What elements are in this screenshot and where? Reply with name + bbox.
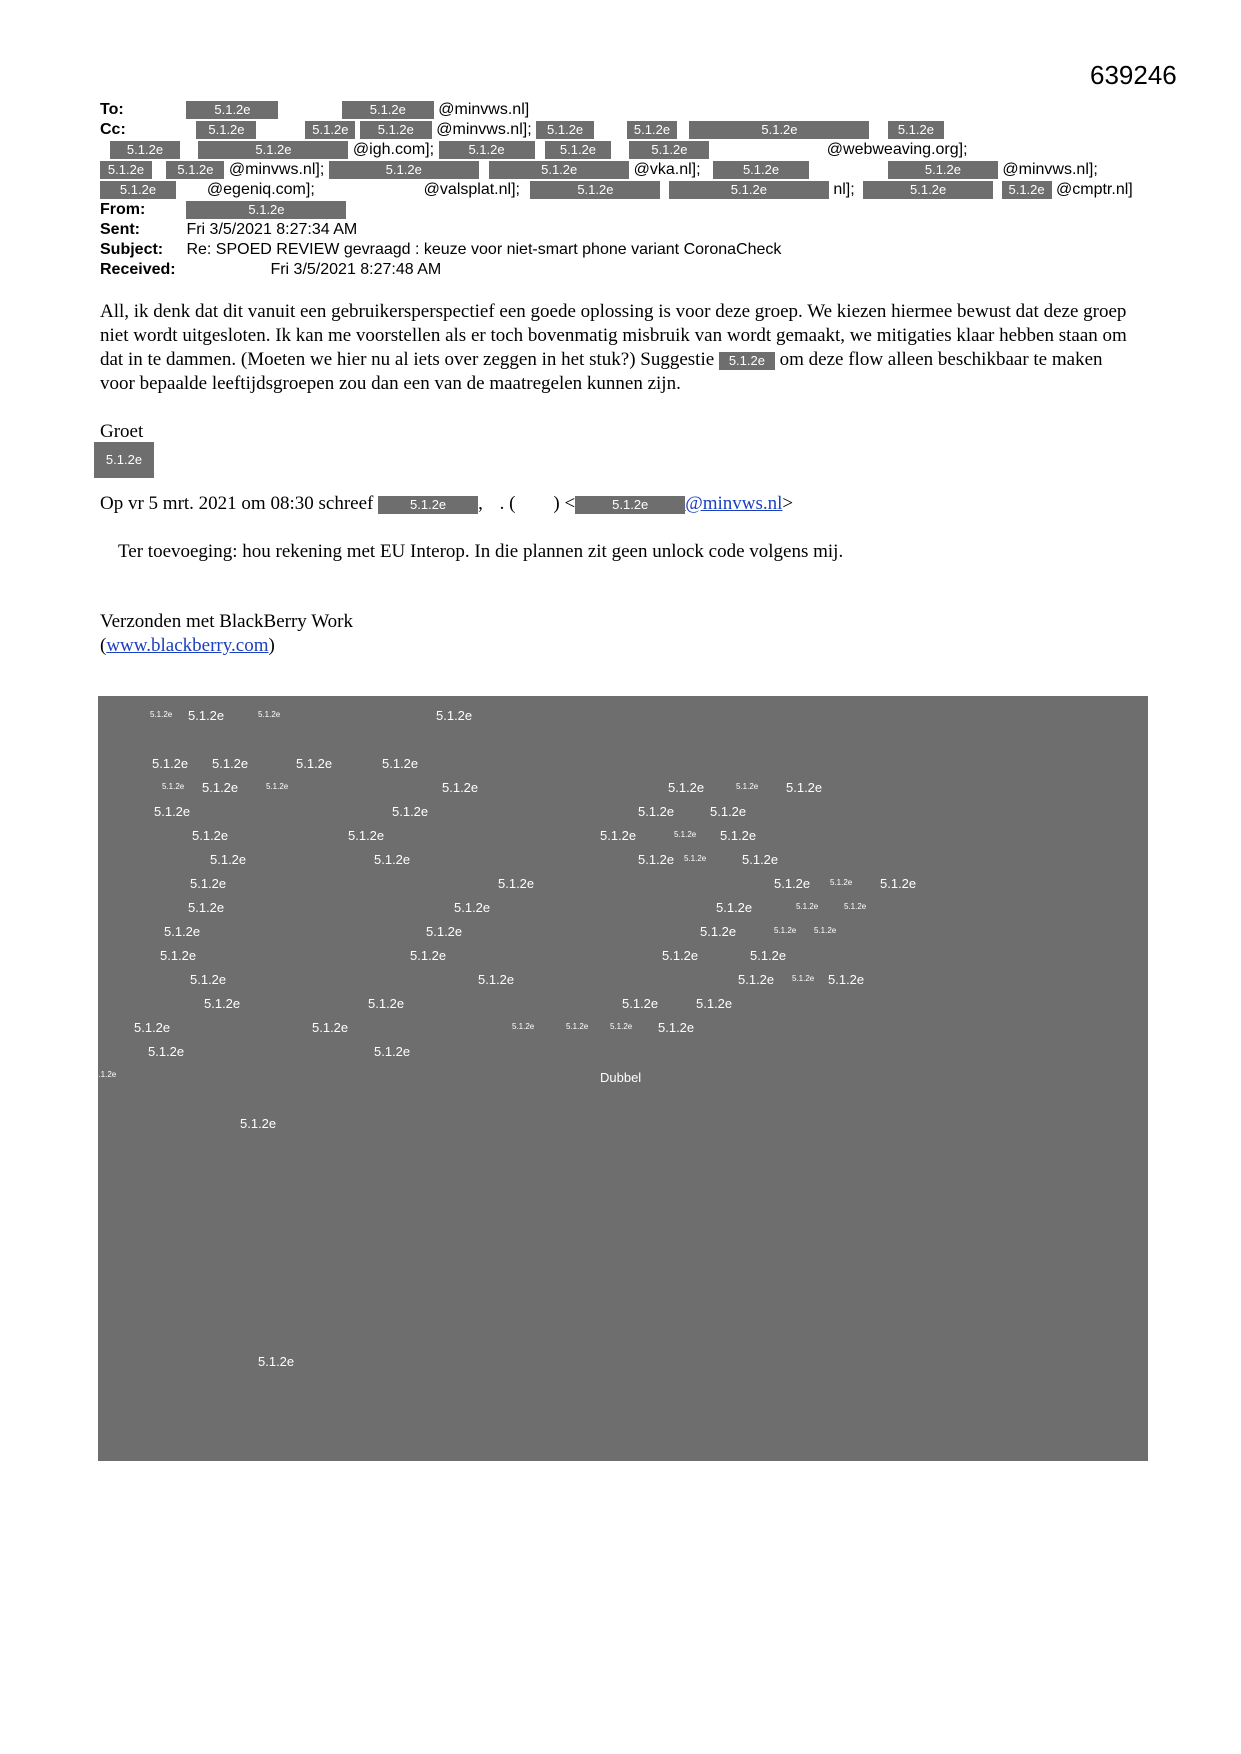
quote-header: Op vr 5 mrt. 2021 om 08:30 schreef 5.1.2e , . ( ) < 5.1.2e @minvws.nl>	[100, 493, 794, 514]
redaction-label: 5.1.2e	[658, 1020, 695, 1035]
redaction: 5.1.2e	[186, 101, 278, 119]
redaction-label: 5.1.2e	[202, 780, 239, 795]
redaction: 5.1.2e	[100, 161, 152, 179]
blackberry-link[interactable]: www.blackberry.com	[106, 635, 269, 656]
from-label: From:	[100, 201, 146, 218]
cc-domain-minvws-3: @minvws.nl];	[1002, 161, 1098, 178]
received-row	[100, 260, 441, 280]
redaction-label: 5.1.2e	[152, 756, 189, 771]
redaction-small: 5.1.2e	[512, 1022, 535, 1031]
redaction-label: 5.1.2e	[786, 780, 823, 795]
redaction: 5.1.2e	[166, 161, 224, 179]
quote-gt: >	[782, 493, 794, 514]
redaction-label: 5.1.2e	[312, 1020, 349, 1035]
redaction: 5.1.2e	[378, 496, 478, 514]
redaction-small: 5.1.2e	[792, 974, 815, 983]
dubbel-label: Dubbel	[600, 1070, 642, 1085]
cc-domain-cmptr: @cmptr.nl]	[1056, 181, 1133, 198]
redaction-label: 5.1.2e	[240, 1116, 277, 1131]
redaction: 5.1.2e	[198, 141, 348, 159]
redaction: 5.1.2e	[439, 141, 535, 159]
redaction-label: 5.1.2e	[638, 852, 675, 867]
redaction-small: 5.1.2e	[566, 1022, 589, 1031]
quoted-text: Ter toevoeging: hou rekening met EU Interop. In die plannen zit geen unlock code volgens mij.	[118, 541, 844, 562]
signature-redaction: 5.1.2e	[94, 442, 154, 478]
redaction-label: 5.1.2e	[134, 1020, 171, 1035]
redaction-label: 5.1.2e	[716, 900, 753, 915]
redaction-label: 5.1.2e	[296, 756, 333, 771]
redaction: 5.1.2e	[360, 121, 432, 139]
redaction-label: 5.1.2e	[750, 948, 787, 963]
redaction-label: 5.1.2e	[454, 900, 491, 915]
quote-lt: <	[564, 493, 576, 514]
redaction-label: 5.1.2e	[436, 708, 473, 723]
paragraph-text-1: All, ik denk dat dit vanuit een gebruikersperspectief een goede oplossing is voor deze groep. We kiezen hiermee bewust dat deze groep niet wordt uitgesloten. Ik kan me voorstellen als er toch bovenmatig misbruik van wordt gemaakt, we mitigaties klaar hebben staan om dat in te dammen. (Moeten we hier nu al iets over zeggen in het stuk?) Suggestie	[100, 301, 1127, 370]
cc-domain-webweaving: @webweaving.org];	[826, 141, 968, 158]
redaction-small: 5.1.2e	[150, 710, 173, 719]
cc-domain-nl: nl];	[833, 181, 855, 198]
redaction-label: 5.1.2e	[742, 852, 779, 867]
cc-row-4	[100, 180, 1133, 200]
redaction-label: 5.1.2e	[190, 876, 227, 891]
redaction-small: 5.1.2e	[830, 878, 853, 887]
redaction-label: 5.1.2e	[738, 972, 775, 987]
redaction-small: 5.1.2e	[814, 926, 837, 935]
sent-value: Fri 3/5/2021 8:27:34 AM	[186, 221, 358, 238]
redaction-label: 5.1.2e	[348, 828, 385, 843]
redaction-label: 5.1.2e	[154, 804, 191, 819]
redaction-small: 5.1.2e	[258, 710, 281, 719]
redaction-label: 5.1.2e	[668, 780, 705, 795]
from-row	[100, 200, 346, 220]
redaction: 5.1.2e	[689, 121, 869, 139]
redaction-label: 5.1.2e	[210, 852, 247, 867]
redaction-label: 5.1.2e	[662, 948, 699, 963]
redaction-label: 5.1.2e	[638, 804, 675, 819]
redaction-label: 5.1.2e	[710, 804, 747, 819]
redaction-label: 5.1.2e	[368, 996, 405, 1011]
cc-domain-igh: @igh.com];	[352, 141, 435, 158]
redaction-label: 5.1.2e	[392, 804, 429, 819]
redaction-label: 5.1.2e	[188, 708, 225, 723]
to-label: To:	[100, 101, 124, 118]
redaction-label: 5.1.2e	[188, 900, 225, 915]
to-domain: @minvws.nl]	[438, 101, 530, 118]
cc-domain-valsplat: @valsplat.nl];	[423, 181, 520, 198]
redaction: 5.1.2e	[629, 141, 709, 159]
redaction: 5.1.2e	[530, 181, 660, 199]
redaction-label: 5.1.2e	[700, 924, 737, 939]
redaction: 5.1.2e	[100, 181, 176, 199]
redaction: 5.1.2e	[489, 161, 629, 179]
redaction-label: 5.1.2e	[720, 828, 757, 843]
redaction-small: 5.1.2e	[94, 1070, 117, 1079]
redaction: 5.1.2e	[545, 141, 611, 159]
redaction: 5.1.2e	[575, 496, 685, 514]
redaction-label: 5.1.2e	[478, 972, 515, 987]
redaction-label: 5.1.2e	[192, 828, 229, 843]
redaction-label: 5.1.2e	[774, 876, 811, 891]
cc-domain-vka: @vka.nl];	[633, 161, 701, 178]
cc-row-3	[100, 160, 1098, 180]
sent-row	[100, 220, 357, 240]
redaction-label: 5.1.2e	[212, 756, 249, 771]
redaction-small: 5.1.2e	[674, 830, 697, 839]
subject-row	[100, 240, 781, 260]
to-row	[100, 100, 529, 120]
cc-domain-minvws-2: @minvws.nl];	[228, 161, 325, 178]
subject-value: Re: SPOED REVIEW gevraagd : keuze voor niet-smart phone variant CoronaCheck	[186, 241, 782, 258]
redaction: 5.1.2e	[342, 101, 434, 119]
redaction-label: 5.1.2e	[426, 924, 463, 939]
redaction: 5.1.2e	[329, 161, 479, 179]
quote-prefix: Op vr 5 mrt. 2021 om 08:30 schreef	[100, 493, 374, 514]
redaction: 5.1.2e	[196, 121, 256, 139]
greeting: Groet	[100, 421, 144, 442]
redaction-small: 5.1.2e	[162, 782, 185, 791]
cc-domain-minvws-1: @minvws.nl];	[436, 121, 532, 138]
redaction: 5.1.2e	[186, 201, 346, 219]
signature-link-line: (www.blackberry.com)	[100, 635, 275, 656]
redaction-label: 5.1.2e	[258, 1354, 295, 1369]
redaction: 5.1.2e	[719, 352, 775, 370]
message-paragraph	[100, 300, 1140, 396]
redaction-label: 5.1.2e	[374, 1044, 411, 1059]
redaction: 5.1.2e	[863, 181, 993, 199]
redaction-label: 5.1.2e	[160, 948, 197, 963]
cc-row-2	[100, 140, 1082, 160]
redaction-label: 5.1.2e	[880, 876, 917, 891]
redaction-label: 5.1.2e	[148, 1044, 185, 1059]
redaction-label: 5.1.2e	[498, 876, 535, 891]
redaction-label: 5.1.2e	[190, 972, 227, 987]
redaction-label: 5.1.2e	[442, 780, 479, 795]
redaction-small: 5.1.2e	[266, 782, 289, 791]
redaction: 5.1.2e	[627, 121, 677, 139]
redaction-label: 5.1.2e	[600, 828, 637, 843]
redaction: 5.1.2e	[669, 181, 829, 199]
redaction: 5.1.2e	[888, 161, 998, 179]
cc-row-1	[100, 120, 944, 140]
redaction-label: 5.1.2e	[374, 852, 411, 867]
redaction: 5.1.2e	[713, 161, 809, 179]
redaction: 5.1.2e	[1002, 181, 1052, 199]
redaction-small: 5.1.2e	[736, 782, 759, 791]
quote-email-link[interactable]: @minvws.nl	[685, 493, 783, 514]
redaction: 5.1.2e	[536, 121, 594, 139]
received-label: Received:	[100, 261, 176, 278]
redaction-small: 5.1.2e	[774, 926, 797, 935]
subject-label: Subject:	[100, 241, 164, 258]
redaction-label: 5.1.2e	[382, 756, 419, 771]
redaction-label: 5.1.2e	[164, 924, 201, 939]
cc-domain-egeniq: @egeniq.com];	[206, 181, 315, 198]
redaction-label: 5.1.2e	[204, 996, 241, 1011]
document-number: 639246	[1090, 60, 1177, 90]
redaction-small: 5.1.2e	[684, 854, 707, 863]
redaction-small: 5.1.2e	[610, 1022, 633, 1031]
redaction-label: 5.1.2e	[696, 996, 733, 1011]
sent-label: Sent:	[100, 221, 140, 238]
received-value: Fri 3/5/2021 8:27:48 AM	[270, 261, 442, 278]
redaction: 5.1.2e	[110, 141, 180, 159]
redaction-small: 5.1.2e	[844, 902, 867, 911]
signature-line: Verzonden met BlackBerry Work	[100, 611, 353, 632]
redaction-label: 5.1.2e	[622, 996, 659, 1011]
cc-label: Cc:	[100, 121, 126, 138]
redacted-block	[94, 696, 1148, 1461]
redaction: 5.1.2e	[305, 121, 355, 139]
redaction-label: 5.1.2e	[828, 972, 865, 987]
redaction: 5.1.2e	[888, 121, 944, 139]
paragraph-text-2: om deze flow alleen beschikbaar te maken voor bepaalde leeftijdsgroepen zou dan een van de maatregelen kunnen zijn.	[100, 349, 1103, 394]
redaction-label: 5.1.2e	[410, 948, 447, 963]
redaction-small: 5.1.2e	[796, 902, 819, 911]
